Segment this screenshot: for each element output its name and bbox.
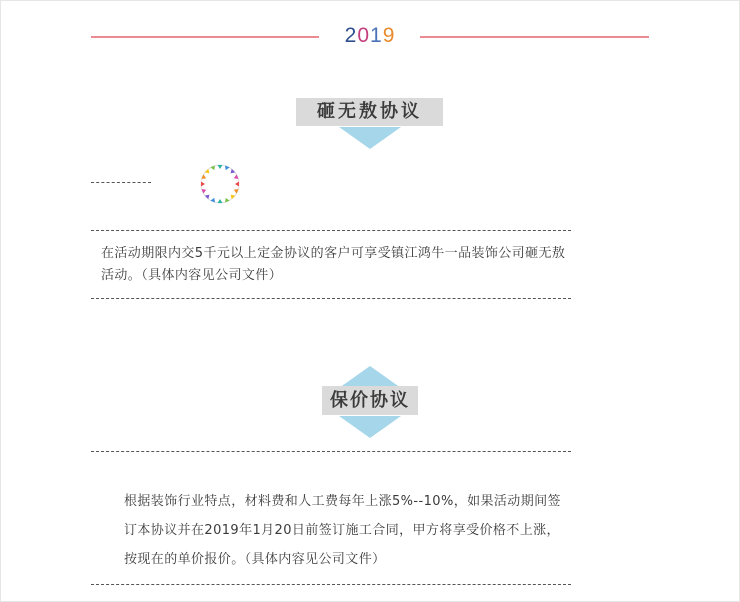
body-line: 按现在的单价报价。（具体内容见公司文件） xyxy=(124,552,386,567)
body-line: 在活动期限内交5千元以上定金协议的客户可享受镇江鸿牛一品装饰公司砸无敖 xyxy=(101,246,566,261)
ring-flag xyxy=(218,199,223,203)
section-body-smash xyxy=(101,243,571,287)
year-label xyxy=(330,22,410,50)
short-divider xyxy=(91,182,151,183)
ring-flag xyxy=(201,182,205,187)
body-line: 订本协议并在2019年1月20日前签订施工合同，甲方将享受价格不上涨， xyxy=(124,523,560,538)
section-divider xyxy=(91,298,571,299)
ring-flag xyxy=(218,165,223,169)
down-arrow-icon xyxy=(339,416,401,438)
year-divider-right xyxy=(420,36,649,38)
section-divider xyxy=(91,451,571,452)
section-title-smash: 砸无敖协议 xyxy=(296,98,443,126)
body-line: 根据装饰行业特点，材料费和人工费每年上涨5%--10%，如果活动期间签 xyxy=(124,494,561,509)
year-divider-left xyxy=(91,36,319,38)
down-arrow-icon xyxy=(339,127,401,149)
up-arrow-icon xyxy=(339,366,401,388)
section-body-price xyxy=(124,487,594,574)
year-digit: 0 xyxy=(357,24,370,47)
year-digit: 9 xyxy=(382,24,396,47)
year-digit: 2 xyxy=(344,24,358,47)
section-divider xyxy=(91,230,571,231)
flag-ring-icon xyxy=(196,160,244,208)
ring-flag xyxy=(235,182,239,187)
body-line: 活动。（具体内容见公司文件） xyxy=(101,268,283,283)
section-divider xyxy=(91,584,571,585)
section-title-price: 保价协议 xyxy=(322,386,418,415)
year-digit: 1 xyxy=(370,24,383,47)
